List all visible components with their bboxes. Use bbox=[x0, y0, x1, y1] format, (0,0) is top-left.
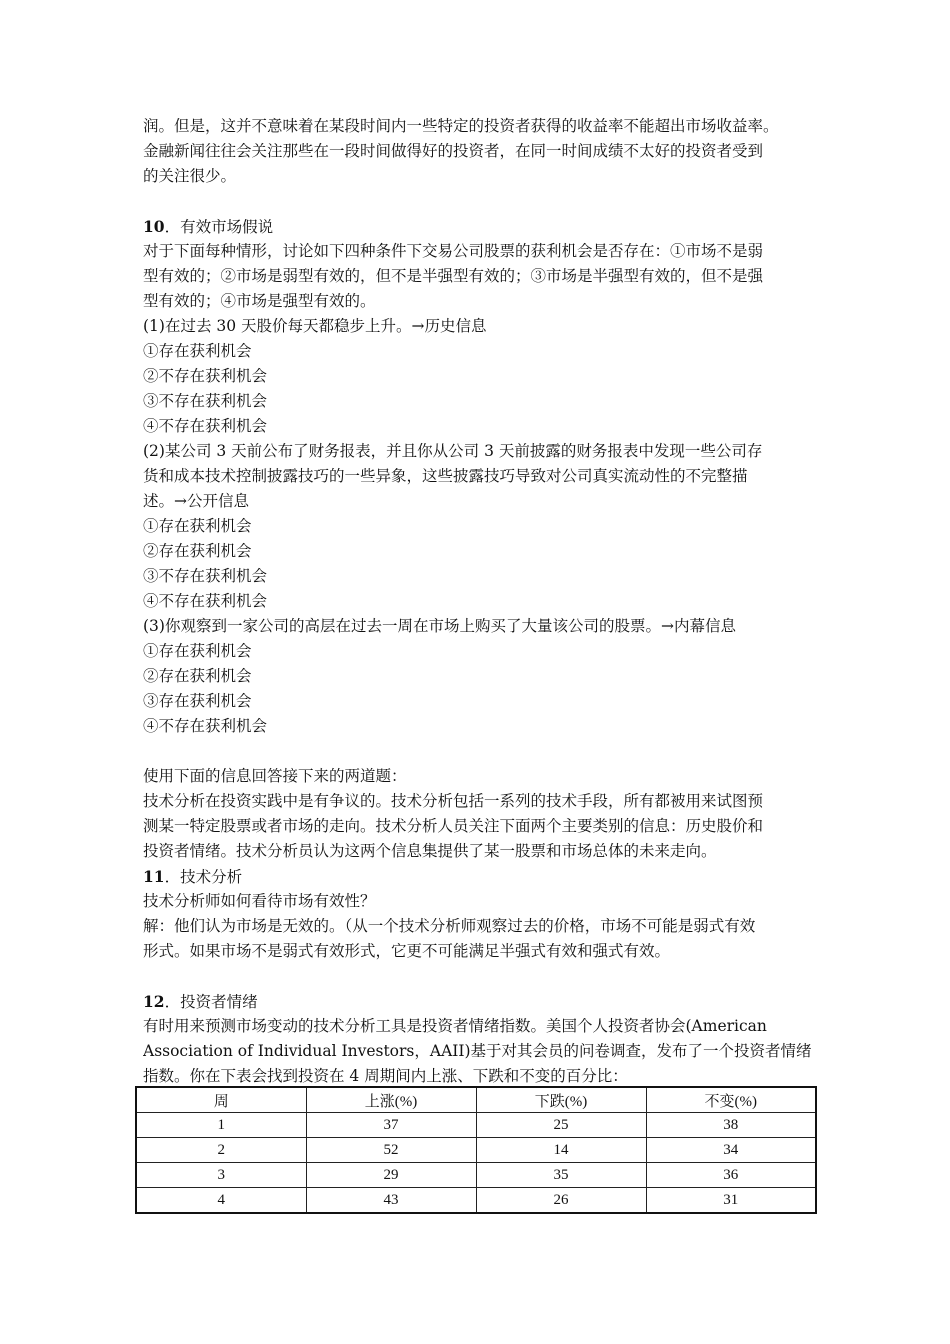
intro-line: 的关注很少。 bbox=[143, 167, 237, 185]
q10-line: 货和成本技术控制披露技巧的一些异象，这些披露技巧导致对公司真实流动性的不完整描 bbox=[143, 467, 748, 485]
table-cell: 31 bbox=[646, 1188, 816, 1214]
table-header-row bbox=[136, 1087, 816, 1113]
table-header-cell: 下跌(%) bbox=[476, 1087, 646, 1113]
q10-line: ④不存在获利机会 bbox=[143, 717, 268, 735]
q10-line: 述。→公开信息 bbox=[143, 492, 249, 510]
table-cell: 43 bbox=[306, 1188, 476, 1214]
table-cell: 37 bbox=[306, 1113, 476, 1138]
q10-line: ④不存在获利机会 bbox=[143, 417, 268, 435]
table-header-cell: 上涨(%) bbox=[306, 1087, 476, 1113]
question-12-heading: 12．投资者情绪 bbox=[143, 992, 258, 1011]
table-cell: 35 bbox=[476, 1163, 646, 1188]
q10-line: ②不存在获利机会 bbox=[143, 367, 268, 385]
q10-line: ④不存在获利机会 bbox=[143, 592, 268, 610]
table-cell: 26 bbox=[476, 1188, 646, 1214]
table-cell: 25 bbox=[476, 1113, 646, 1138]
table-cell: 29 bbox=[306, 1163, 476, 1188]
table-cell: 36 bbox=[646, 1163, 816, 1188]
q10-line: ①存在获利机会 bbox=[143, 342, 252, 360]
info-line: 测某一特定股票或者市场的走向。技术分析人员关注下面两个主要类别的信息：历史股价和 bbox=[143, 817, 764, 835]
intro-line: 润。但是，这并不意味着在某段时间内一些特定的投资者获得的收益率不能超出市场收益率。 bbox=[143, 117, 779, 135]
intro-line: 金融新闻往往会关注那些在一段时间做得好的投资者，在同一时间成绩不太好的投资者受到 bbox=[143, 142, 764, 160]
q12-line: 指数。你在下表会找到投资在 4 周期间内上涨、下跌和不变的百分比： bbox=[143, 1067, 628, 1085]
q10-line: 对于下面每种情形，讨论如下四种条件下交易公司股票的获利机会是否存在：①市场不是弱 bbox=[143, 242, 764, 260]
q10-line: ①存在获利机会 bbox=[143, 642, 252, 660]
q10-line: (2)某公司 3 天前公布了财务报表，并且你从公司 3 天前披露的财务报表中发现一些公司存 bbox=[143, 442, 763, 460]
q10-line: (3)你观察到一家公司的高层在过去一周在市场上购买了大量该公司的股票。→内幕信息 bbox=[143, 617, 736, 635]
table-cell: 4 bbox=[136, 1188, 306, 1214]
info-line: 投资者情绪。技术分析员认为这两个信息集提供了某一股票和市场总体的未来走向。 bbox=[143, 842, 717, 860]
table-row bbox=[136, 1138, 816, 1163]
info-line: 技术分析在投资实践中是有争议的。技术分析包括一系列的技术手段，所有都被用来试图预 bbox=[143, 792, 764, 810]
q11-line: 技术分析师如何看待市场有效性？ bbox=[143, 892, 376, 910]
table-row bbox=[136, 1188, 816, 1214]
q11-line: 形式。如果市场不是弱式有效形式，它更不可能满足半强式有效和强式有效。 bbox=[143, 942, 671, 960]
table-cell: 34 bbox=[646, 1138, 816, 1163]
question-11-heading: 11．技术分析 bbox=[143, 867, 243, 886]
table-row bbox=[136, 1113, 816, 1138]
q12-line: Association of Individual Investors，AAII)基于对其会员的问卷调查，发布了一个投资者情绪 bbox=[143, 1042, 812, 1060]
table-header-cell: 不变(%) bbox=[646, 1087, 816, 1113]
q10-line: ③不存在获利机会 bbox=[143, 567, 268, 585]
q10-line: ②存在获利机会 bbox=[143, 667, 252, 685]
table-cell: 3 bbox=[136, 1163, 306, 1188]
q10-line: 型有效的；④市场是强型有效的。 bbox=[143, 292, 376, 310]
q10-line: ③存在获利机会 bbox=[143, 692, 252, 710]
table-cell: 1 bbox=[136, 1113, 306, 1138]
q10-line: 型有效的；②市场是弱型有效的，但不是半强型有效的；③市场是半强型有效的，但不是强 bbox=[143, 267, 764, 285]
question-10-heading: 10．有效市场假说 bbox=[143, 217, 274, 236]
q10-line: (1)在过去 30 天股价每天都稳步上升。→历史信息 bbox=[143, 317, 487, 335]
info-line: 使用下面的信息回答接下来的两道题： bbox=[143, 767, 407, 785]
sentiment-table bbox=[135, 1086, 817, 1214]
q10-line: ③不存在获利机会 bbox=[143, 392, 268, 410]
q10-line: ①存在获利机会 bbox=[143, 517, 252, 535]
table-cell: 2 bbox=[136, 1138, 306, 1163]
table-cell: 52 bbox=[306, 1138, 476, 1163]
document-page bbox=[143, 114, 815, 1089]
q12-line: 有时用来预测市场变动的技术分析工具是投资者情绪指数。美国个人投资者协会(American bbox=[143, 1017, 767, 1035]
table-cell: 38 bbox=[646, 1113, 816, 1138]
table-row bbox=[136, 1163, 816, 1188]
table-header-cell: 周 bbox=[136, 1087, 306, 1113]
q11-line: 解：他们认为市场是无效的。（从一个技术分析师观察过去的价格，市场不可能是弱式有效 bbox=[143, 917, 756, 935]
table-cell: 14 bbox=[476, 1138, 646, 1163]
q10-line: ②存在获利机会 bbox=[143, 542, 252, 560]
